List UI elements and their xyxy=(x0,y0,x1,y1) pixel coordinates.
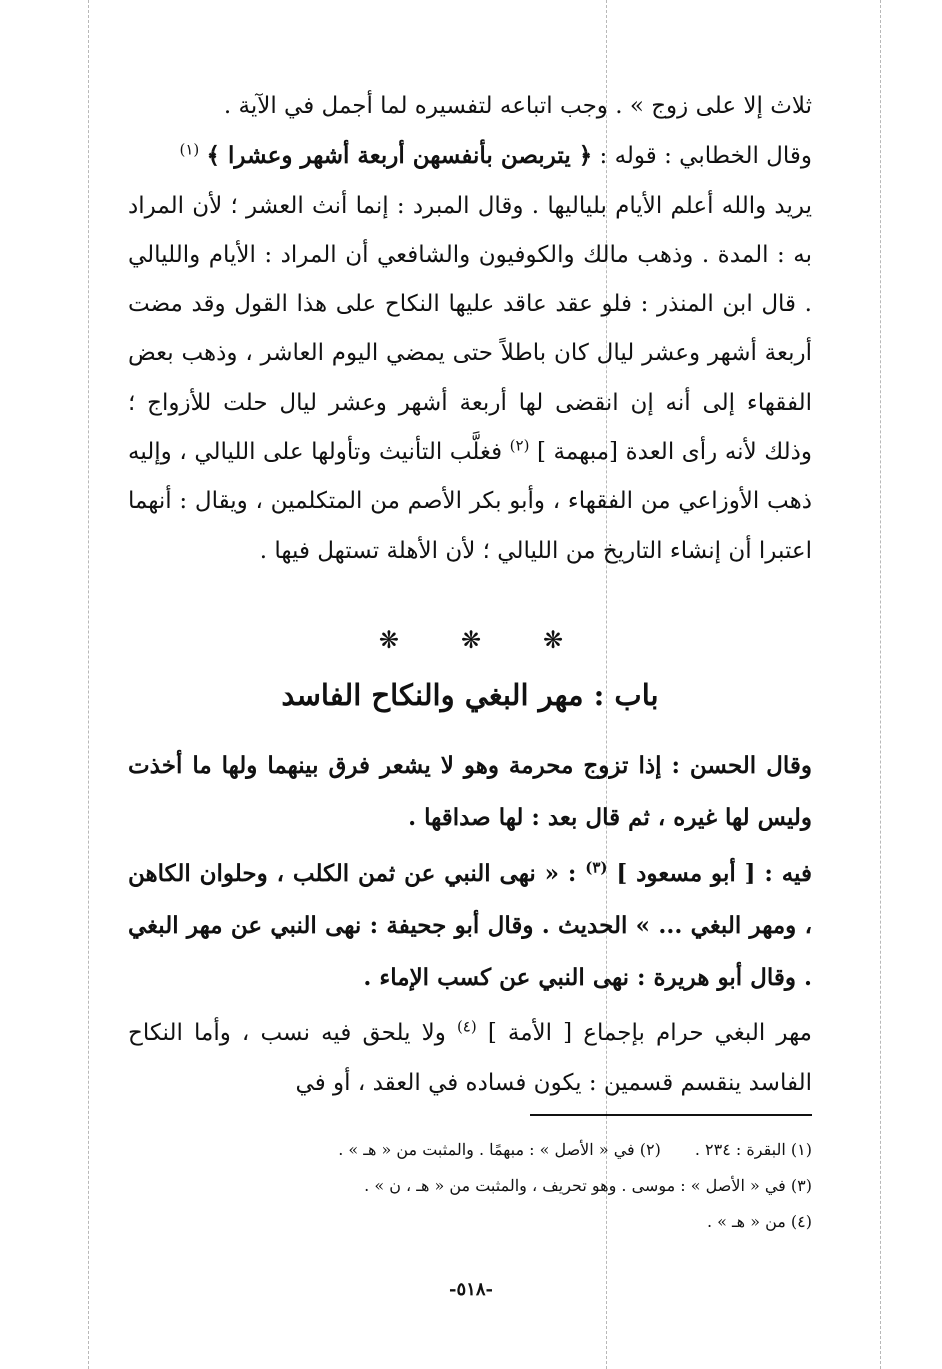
hadith-paragraph: وقال الحسن : إذا تزوج محرمة وهو لا يشعر فرق بينهما ولها ما أخذت وليس لها غيره ، ثم قال بعد : لها صداقها . xyxy=(128,752,812,831)
footnote-2: (٢) في « الأصل » : مبهمًا . والمثبت من « هـ » . xyxy=(338,1140,661,1159)
star-ornament-icon: ❋ xyxy=(460,626,482,654)
commentary-line xyxy=(128,131,812,181)
commentary-text: يريد والله أعلم الأيام بلياليها . وقال المبرد : إنما أنث العشر ؛ لأن المراد به : المدة . وذهب مالك والكوفيون والشافعي أن المراد : الأيام والليالي . قال ابن المنذر : فلو عقد عاقد عليها النكاح على هذا القول وقد مضت أربعة أشهر وعشر ليال كان باطلاً حتى يمضي اليوم العاشر ، وذهب بعض الفقهاء إلى أنه إن انقضى لها أربعة أشهر وعشر ليال حلت للأزواج ؛ وذلك لأنه رأى العدة [مبهمة ] xyxy=(128,192,813,466)
star-ornament-icon: ❋ xyxy=(543,626,564,654)
scan-guide-line xyxy=(88,0,89,1369)
commentary-body xyxy=(128,182,812,576)
footnote-line xyxy=(128,1132,812,1168)
commentary-line: ثلاث إلا على زوج » . وجب اتباعه لتفسيره لما أجمل في الآية . xyxy=(223,93,812,119)
page-number: -٥١٨- xyxy=(449,1279,493,1300)
commentary-paragraph xyxy=(128,1008,812,1108)
commentary-paragraph xyxy=(128,82,812,576)
footnotes xyxy=(128,1132,812,1240)
commentary-text: مهر البغي حرام بإجماع [ الأمة ] xyxy=(487,1020,812,1046)
footnote-marker: (٤) xyxy=(456,1017,477,1036)
footnote-3: (٣) في « الأصل » : موسى . وهو تحريف ، والمثبت من « هـ ، ن » . xyxy=(364,1176,812,1195)
hadith-text: فيه : [ أبو مسعود ] xyxy=(616,860,812,887)
chapter-title: باب : مهر البغي والنكاح الفاسد xyxy=(281,678,659,712)
footnote-marker: (٢) xyxy=(509,436,530,455)
commentary-text: فغلَّب التأنيث وتأولها على الليالي ، وإليه ذهب الأوزاعي من الفقهاء ، وأبو بكر الأصم من المتكلمين ، ويقال : أنهما اعتبرا أن إنشاء التاريخ من الليالي ؛ لأن الأهلة تستهل فيها . xyxy=(128,439,812,564)
quran-quote: ﴿ يتربصن بأنفسهن أربعة أشهر وعشرا ﴾ xyxy=(206,142,593,170)
footnote-1: (١) البقرة : ٢٣٤ . xyxy=(694,1140,812,1159)
hadith-paragraph xyxy=(128,848,812,1004)
footnote-divider xyxy=(530,1114,812,1116)
commentary-text: وقال الخطابي : قوله : xyxy=(592,143,812,170)
footnote-4: (٤) من « هـ » . xyxy=(706,1212,812,1231)
footnote-marker: (٣) xyxy=(585,858,608,877)
commentary-text: ولا يلحق فيه نسب ، وأما النكاح الفاسد ينقسم قسمين : يكون فساده في العقد ، أو في xyxy=(128,1020,812,1096)
section-separator xyxy=(0,626,942,654)
footnote-marker: (١) xyxy=(179,140,200,159)
scan-guide-line xyxy=(880,0,881,1369)
hadith-text: : « نهى النبي عن ثمن الكلب ، وحلوان الكاهن ، ومهر البغي ... » الحديث . وقال أبو جحيفة : نهى النبي عن مهر البغي . وقال أبو هريرة : نهى النبي عن كسب الإماء . xyxy=(128,860,812,991)
star-ornament-icon: ❋ xyxy=(378,626,399,654)
